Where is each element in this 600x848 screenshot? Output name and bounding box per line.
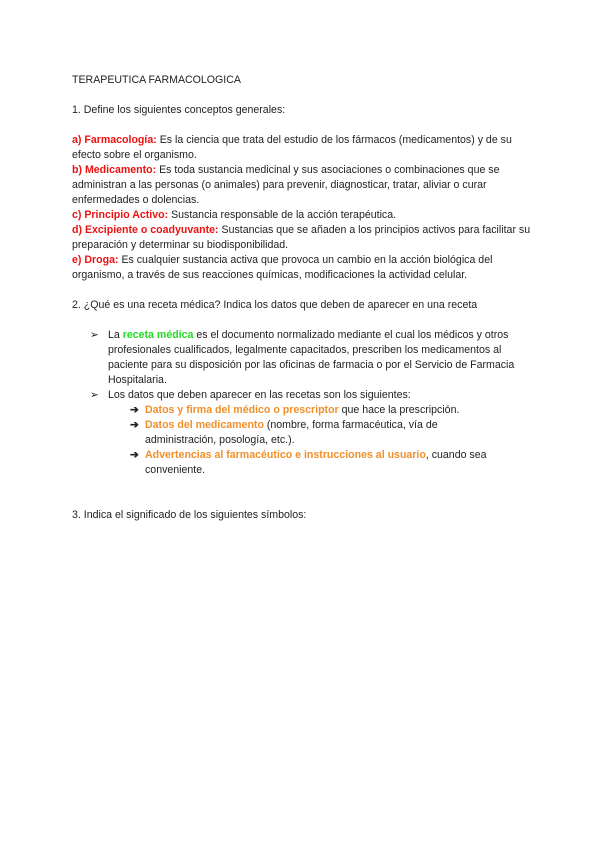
question-1: 1. Define los siguientes conceptos generales: (72, 104, 286, 116)
arrow-right-icon: ➔ (130, 404, 139, 416)
document-title: TERAPEUTICA FARMACOLOGICA (72, 74, 241, 86)
text: , cuando sea conveniente. (145, 449, 487, 476)
definition-principio-activo (72, 208, 534, 223)
bullet-datos (72, 388, 534, 403)
sub-bullet (72, 448, 534, 478)
definition-medicamento (72, 163, 534, 208)
text: Los datos que deben aparecer en las recetas son los siguientes: (108, 389, 411, 401)
definition-excipiente (72, 223, 534, 253)
arrowhead-bullet-icon: ➢ (90, 329, 99, 341)
definition-text: Es cualquier sustancia activa que provoca un cambio en la acción biológica del organismo, a través de sus reacciones químicas, modificaciones la actividad celular. (72, 254, 493, 281)
definition-text: Es toda sustancia medicinal y sus asociaciones o combinaciones que se administran a las personas (o animales) para prevenir, diagnosticar, tratar, aliviar o curar enfermedades o dolencias. (72, 164, 500, 206)
term: b) Medicamento: (72, 164, 157, 176)
term: d) Excipiente o coadyuvante: (72, 224, 219, 236)
highlight: Datos del medicamento (145, 419, 264, 431)
term: e) Droga: (72, 254, 119, 266)
highlight: Advertencias al farmacéutico e instrucciones al usuario (145, 449, 426, 461)
sub-bullet (72, 418, 534, 448)
highlight: Datos y firma del médico o prescriptor (145, 404, 339, 416)
highlight: receta médica (122, 329, 194, 341)
sub-bullet (72, 403, 534, 418)
arrowhead-bullet-icon: ➢ (90, 389, 99, 401)
text: que hace la prescripción. (338, 404, 460, 416)
document-page (72, 73, 534, 523)
text: (nombre, forma farmacéutica, vía de administración, posología, etc.). (145, 419, 438, 446)
arrow-right-icon: ➔ (130, 419, 139, 431)
bullet-receta (72, 328, 534, 388)
definition-droga (72, 253, 534, 283)
definition-text: Es la ciencia que trata del estudio de los fármacos (medicamentos) y de su efecto sobre el organismo. (72, 134, 512, 161)
definition-text: Sustancias que se añaden a los principios activos para facilitar su preparación y determinar su biodisponibilidad. (72, 224, 531, 251)
text: es el documento normalizado mediante el cual los médicos y otros profesionales cualificados, legalmente capacitados, prescriben los medicamentos al paciente para su disposición por las oficinas de farmacia o por el Servicio de Farmacia Hospitalaria. (108, 329, 515, 386)
question-3: 3. Indica el significado de los siguientes símbolos: (72, 509, 307, 521)
definition-farmacologia (72, 133, 534, 163)
text: La (108, 329, 123, 341)
question-2: 2. ¿Qué es una receta médica? Indica los datos que deben de aparecer en una receta (72, 299, 478, 311)
definition-text: Sustancia responsable de la acción terapéutica. (168, 209, 397, 221)
term: c) Principio Activo: (72, 209, 169, 221)
term: a) Farmacología: (72, 134, 157, 146)
arrow-right-icon: ➔ (130, 449, 139, 461)
